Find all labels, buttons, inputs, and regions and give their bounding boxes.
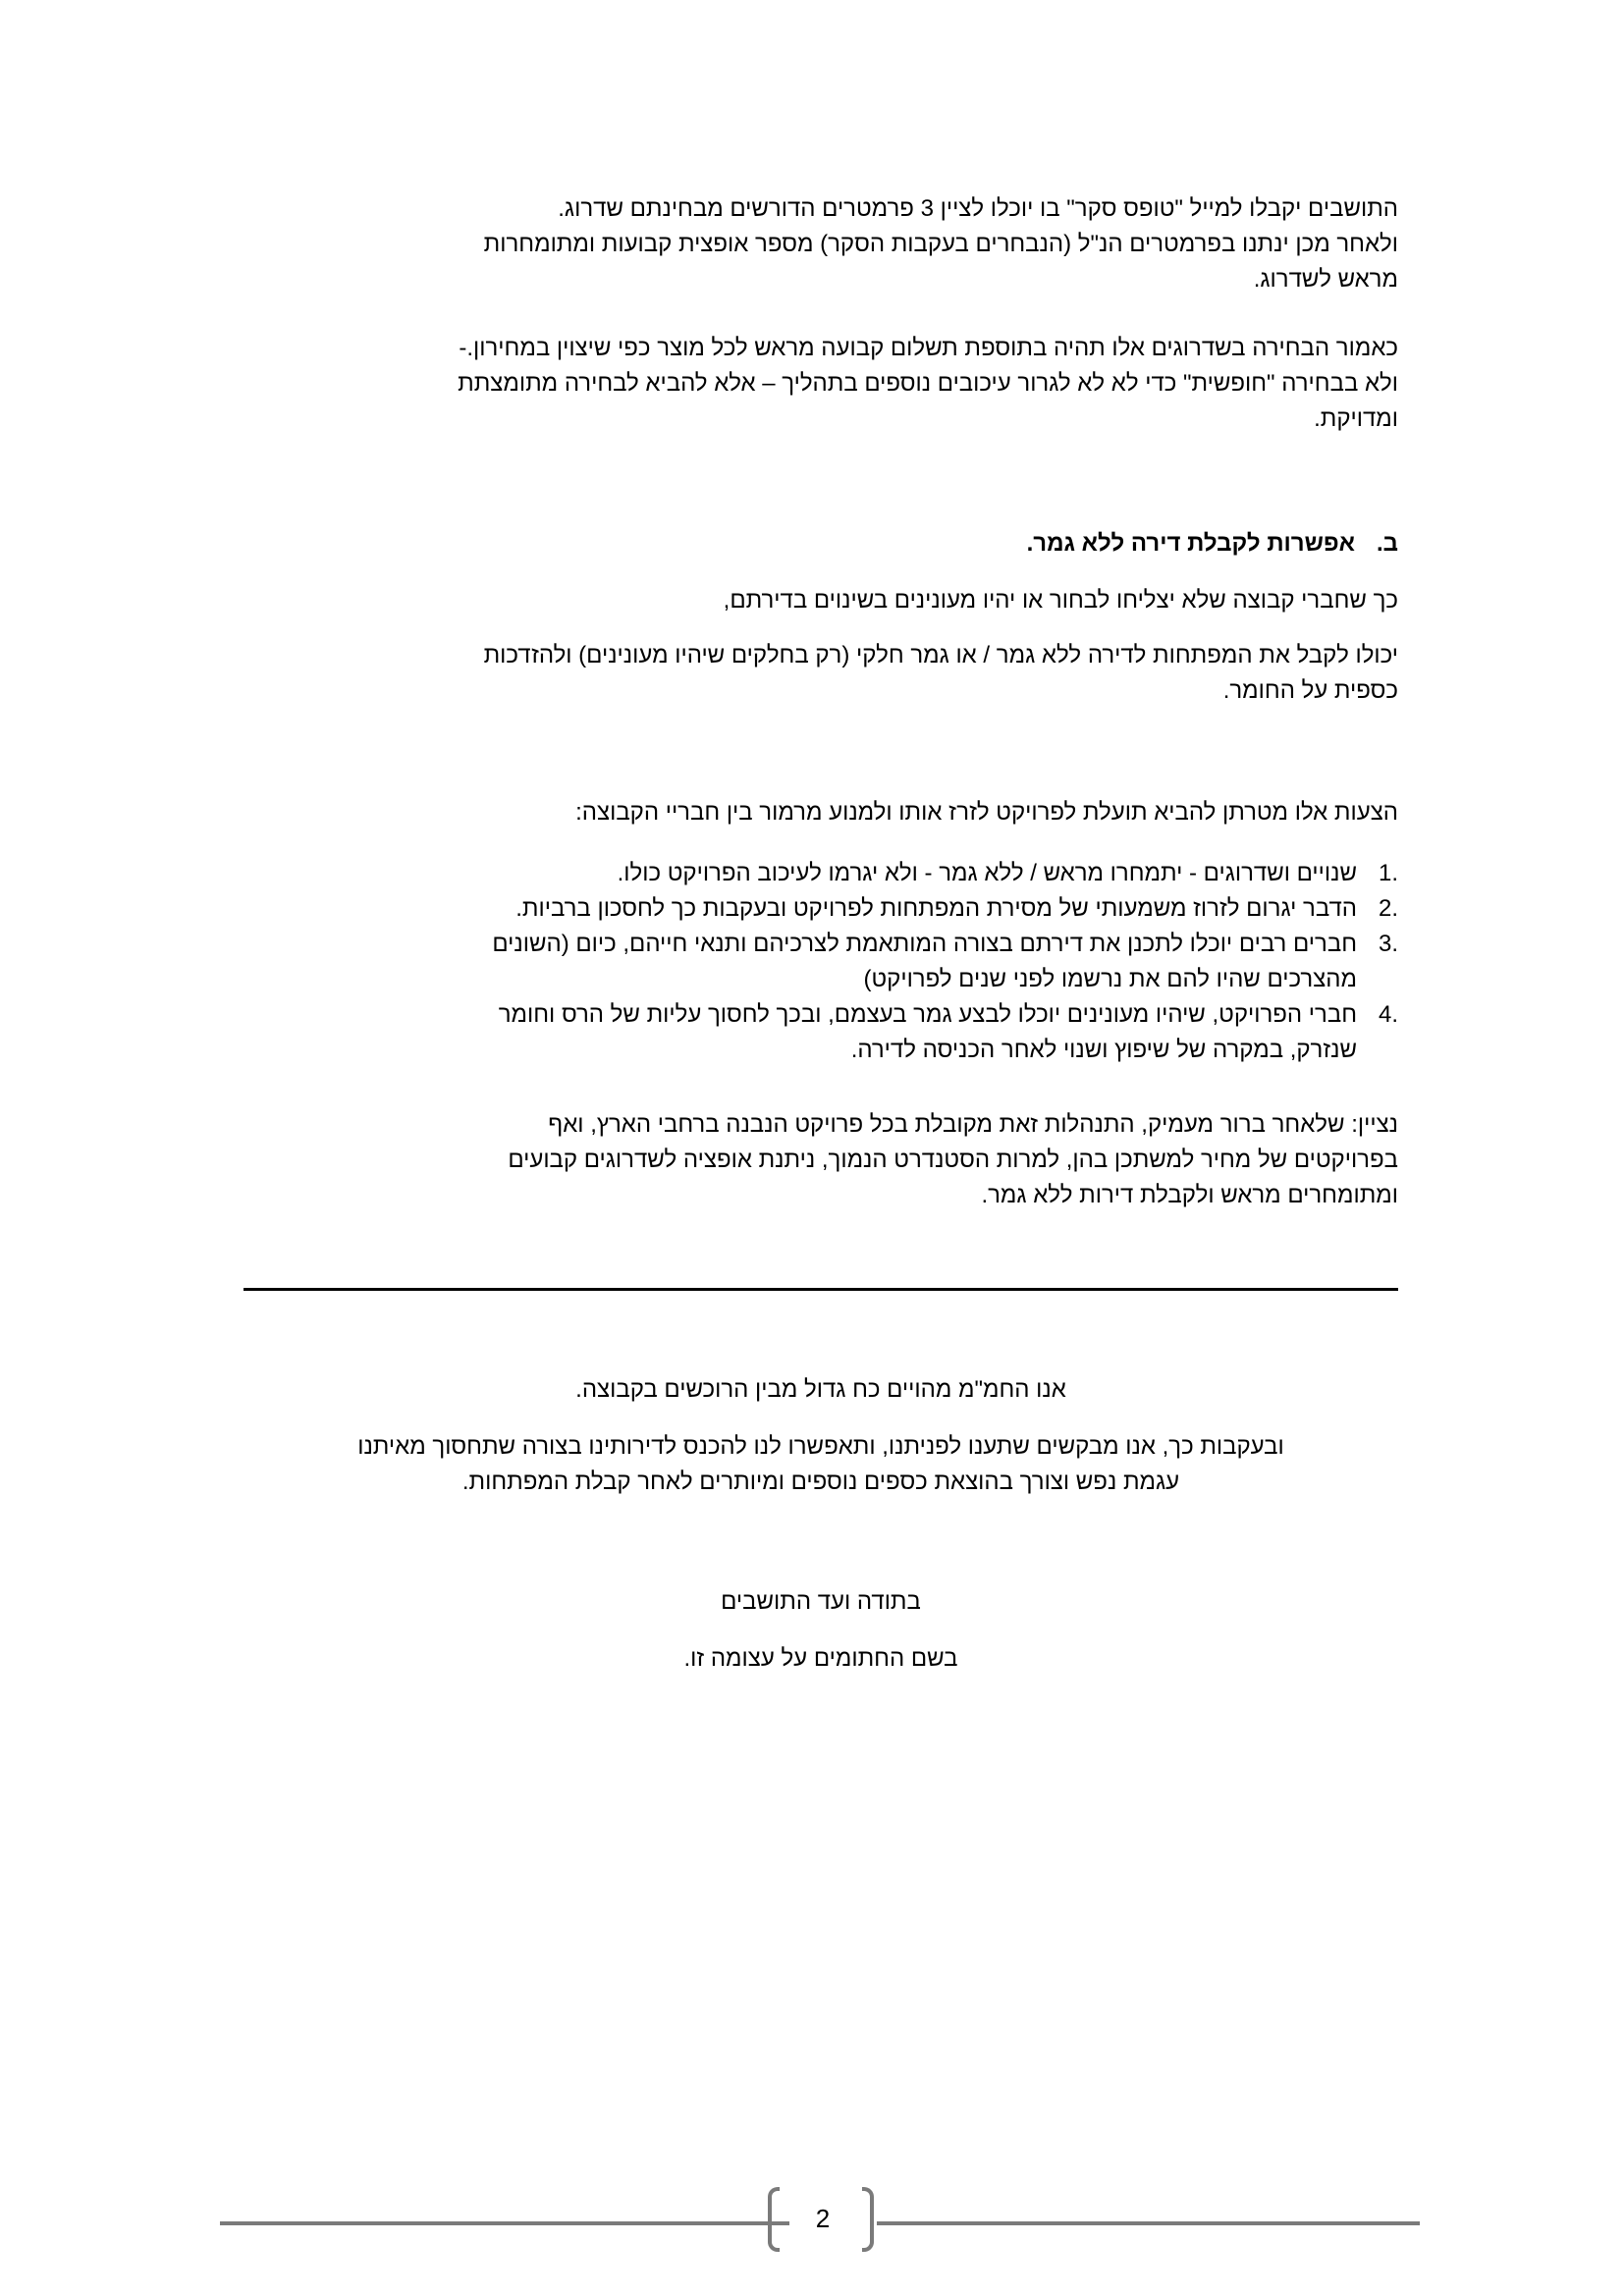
list-item-number: 4. (1378, 1001, 1398, 1028)
list-item-number: 1. (1378, 860, 1398, 886)
paragraph-line: כספית על החומר. (1222, 677, 1398, 704)
closing-paragraph (244, 1429, 1398, 1500)
list-item-text: שנויים ושדרוגים - יתמחרו מראש / ללא גמר - ולא יגרמו לעיכוב הפרויקט כולו. (617, 860, 1357, 886)
list-item-text: מהצרכים שהיו להם את נרשמו לפני שנים לפרויקט) (863, 966, 1357, 992)
list-item-number: 2. (1378, 895, 1398, 922)
paragraph-line: יכולו לקבל את המפתחות לדירה ללא גמר / או גמר חלקי (רק בחלקים שיהיו מעונינים) ולהזדכות (483, 642, 1398, 668)
page-number: 2 (815, 2204, 831, 2233)
list-item (181, 856, 1398, 891)
paragraph-line: ובעקבות כך, אנו מבקשים שתענו לפניתנו, ותאפשרו לנו להכנס לדירותינו בצורה שתחסוך מאיתנו (357, 1433, 1284, 1460)
footer-rule-right (877, 2221, 1420, 2225)
paragraph-line: כאמור הבחירה בשדרוגים אלו תהיה בתוספת תשלום קבועה מראש לכל מוצר כפי שיצוין במחירון.- (459, 335, 1398, 361)
list-item (181, 927, 1398, 997)
proposals-intro: הצעות אלו מטרתן להביא תועלת לפרויקט לזרז אותו ולמנוע מרמור בין חבריי הקבוצה: (575, 799, 1398, 826)
proposals-list (181, 856, 1398, 1068)
list-item (181, 891, 1398, 927)
right-brace-icon (862, 2187, 874, 2252)
footer-rule-left (220, 2221, 789, 2225)
list-item-text: חברי הפרויקט, שיהיו מעונינים יוכלו לבצע גמר בעצמם, ובכך לחסוך עליות של הרס וחומר (498, 1001, 1357, 1028)
section-b-title: אפשרות לקבלת דירה ללא גמר. (1026, 530, 1355, 557)
list-item-number: 3. (1378, 931, 1398, 957)
section-b-paragraph (235, 638, 1398, 709)
paragraph-line: ומתומחרים מראש ולקבלת דירות ללא גמר. (981, 1182, 1398, 1208)
section-b-line: כך שחברי קבוצה שלא יצליחו לבחור או יהיו מעונינים בשינוים בדירתם, (723, 587, 1398, 614)
horizontal-divider (244, 1288, 1398, 1291)
closing-line: אנו החמ"מ מהויים כח גדול מבין הרוכשים בקבוצה. (575, 1376, 1066, 1403)
closing-thanks: בתודה ועד התושבים (721, 1588, 921, 1615)
paragraph-line: בפרויקטים של מחיר למשתכן בהן, למרות הסטנדרט הנמוך, ניתנת אופציה לשדרוגים קבועים (508, 1147, 1398, 1173)
paragraph-survey (225, 191, 1398, 297)
paragraph-line: ולא בבחירה "חופשית" כדי לא לא לגרור עיכובים נוספים בתהליך – אלא להביא לבחירה מתומצתת (458, 370, 1398, 397)
list-item-text: הדבר יגרום לזרוז משמעותי של מסירת המפתחות לפרויקט ובעקבות כך לחסכון ברביות. (515, 895, 1357, 922)
closing-signature: בשם החתומים על עצומה זו. (683, 1645, 958, 1672)
section-b-heading (1027, 526, 1398, 561)
note-paragraph (225, 1107, 1398, 1213)
section-b-letter: ב. (1376, 530, 1398, 557)
left-brace-icon (768, 2187, 780, 2252)
list-item (181, 997, 1398, 1068)
list-item-text: חברים רבים יוכלו לתכנן את דירתם בצורה המותאמת לצרכיהם ותנאי חייהם, כיום (השונים (492, 931, 1357, 957)
paragraph-line: ולאחר מכן ינתנו בפרמטרים הנ"ל (הנבחרים בעקבות הסקר) מספר אופצית קבועות ומתומחרות (483, 231, 1398, 257)
paragraph-line: עגמת נפש וצורך בהוצאת כספים נוספים ומיותרים לאחר קבלת המפתחות. (461, 1468, 1180, 1495)
paragraph-line: התושבים יקבלו למייל "טופס סקר" בו יוכלו לציין 3 פרמטרים הדורשים מבחינתם שדרוג. (558, 195, 1398, 222)
list-item-text: שנזרק, במקרה של שיפוץ ושנוי לאחר הכניסה לדירה. (850, 1037, 1357, 1063)
paragraph-line: מראש לשדרוג. (1253, 266, 1398, 293)
paragraph-line: ומדויקת. (1314, 405, 1398, 432)
paragraph-line: נציין: שלאחר ברור מעמיק, התנהלות זאת מקובלת בכל פרויקט הנבנה ברחבי הארץ, ואף (548, 1111, 1398, 1138)
paragraph-fixed-price (225, 331, 1398, 437)
